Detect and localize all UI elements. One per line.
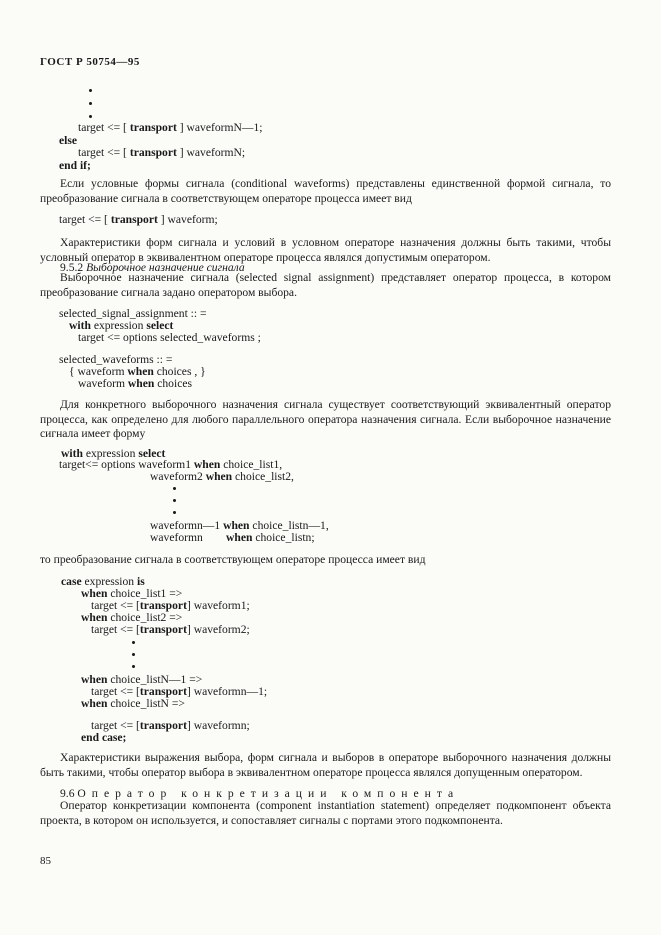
grammar-line: waveform when choices — [78, 377, 192, 390]
code-line: target<= options waveform1 when choice_list1, — [59, 458, 283, 471]
section-heading: 9.5.2 Выборочное назначение сигнала — [60, 261, 245, 274]
paragraph: Характеристики форм сигнала и условий в условном операторе назначения должны быть такими, чтобы условный оператор в эквивалентном операторе процесса являлся допустимым оператором. — [40, 236, 611, 264]
code-line: target <= [transport] waveform2; — [91, 623, 250, 636]
code-line: target <= [transport] waveformn; — [91, 719, 250, 732]
paragraph: Выборочное назначение сигнала (selected signal assignment) представляет оператор процесса, в котором преобразование сигнала задано оператором выбора. — [40, 271, 611, 299]
code-line: waveformn—1 when choice_listn—1, — [150, 519, 329, 532]
code-line: with expression select — [61, 447, 166, 460]
code-line: end if; — [59, 159, 91, 172]
code-line: waveform2 when choice_list2, — [150, 470, 294, 483]
grammar-line: target <= options selected_waveforms ; — [78, 331, 261, 344]
code-line: else — [59, 134, 78, 147]
code-line: target <= [ transport ] waveformN; — [78, 146, 246, 159]
code-line: end case; — [81, 731, 127, 744]
code-line: when choice_listN => — [81, 697, 185, 710]
code-line: when choice_list1 => — [81, 587, 183, 600]
ellipsis-dot — [89, 115, 92, 118]
page-number: 85 — [40, 855, 51, 867]
ellipsis-dot — [173, 487, 176, 490]
paragraph: Если условные формы сигнала (conditional waveforms) представлены единственной формой сигнала, то преобразование сигнала в соответствующем операторе процесса имеет вид — [40, 177, 611, 205]
ellipsis-dot — [132, 641, 135, 644]
grammar-line: with expression select — [69, 319, 174, 332]
paragraph: Для конкретного выборочного назначения сигнала существует соответствующий эквивалентный оператор процесса, как определено для любого параллельного оператора назначения сигнала. Если выборочное назначение сигнала имеет форму — [40, 398, 611, 440]
paragraph: Характеристики выражения выбора, форм сигнала и выборов в операторе выборочного назначения должны быть такими, чтобы оператор выбора в эквивалентном операторе процесса являлся допущенным оператором. — [40, 751, 611, 779]
code-line: when choice_listN—1 => — [81, 673, 203, 686]
code-line: target <= [transport] waveformn—1; — [91, 685, 268, 698]
grammar-line: selected_signal_assignment :: = — [59, 307, 207, 320]
code-line: when choice_list2 => — [81, 611, 183, 624]
paragraph: то преобразование сигнала в соответствующем операторе процесса имеет вид — [40, 553, 426, 566]
section-heading: 9.6 Оператор конкретизации компонента — [60, 787, 460, 800]
ellipsis-dot — [173, 499, 176, 502]
ellipsis-dot — [89, 89, 92, 92]
paragraph: Оператор конкретизации компонента (component instantiation statement) определяет подкомпонент объекта проекта, в котором он используется, и сопоставляет сигналы с портами этого подкомпонента. — [40, 799, 611, 827]
code-line: target <= [transport] waveform1; — [91, 599, 250, 612]
code-line: target <= [ transport ] waveformN—1; — [78, 121, 263, 134]
code-line: target <= [ transport ] waveform; — [59, 213, 218, 226]
ellipsis-dot — [132, 665, 135, 668]
code-line: waveformn when choice_listn; — [150, 531, 315, 544]
grammar-line: selected_waveforms :: = — [59, 353, 173, 366]
ellipsis-dot — [89, 102, 92, 105]
code-line: case expression is — [61, 575, 145, 588]
header-title: ГОСТ Р 50754—95 — [40, 56, 140, 68]
grammar-line: { waveform when choices , } — [69, 365, 206, 378]
ellipsis-dot — [173, 511, 176, 514]
ellipsis-dot — [132, 653, 135, 656]
